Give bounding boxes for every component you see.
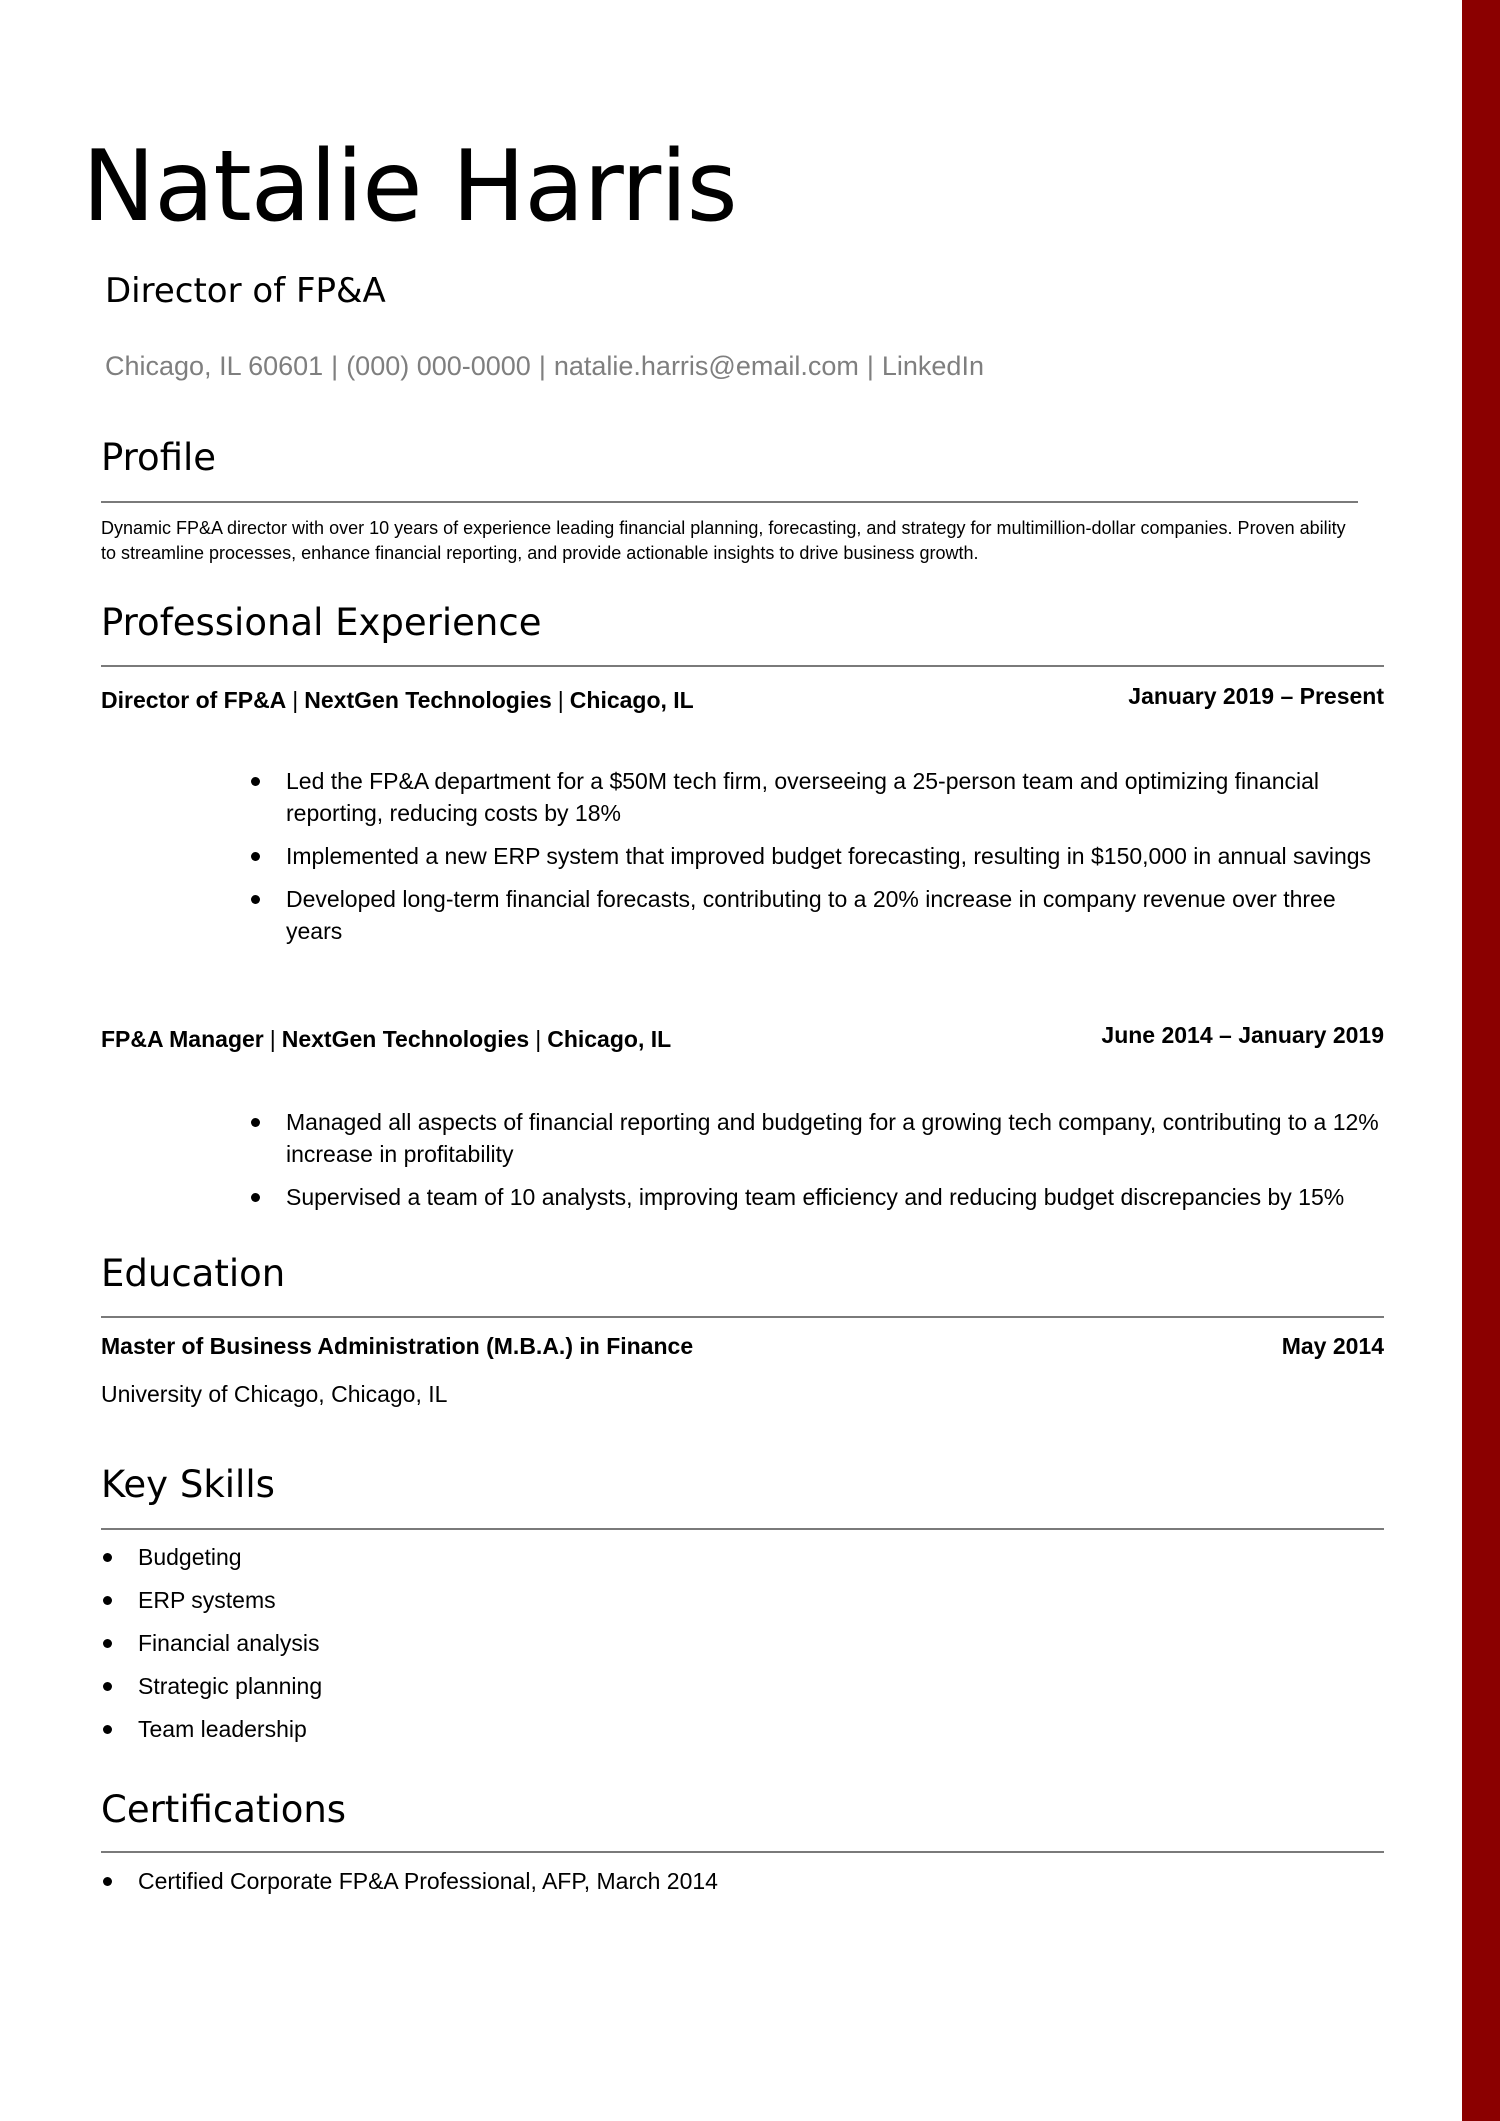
job-2-bullets bbox=[286, 1106, 1396, 1224]
experience-divider bbox=[101, 665, 1384, 667]
list-item bbox=[286, 840, 1396, 872]
bullet-text: Supervised a team of 10 analysts, improving team efficiency and reducing budget discrepancies by 15% bbox=[286, 1184, 1345, 1210]
job-2-company: NextGen Technologies bbox=[281, 1026, 530, 1052]
list-item bbox=[138, 1584, 1338, 1627]
job-1-location: Chicago, IL bbox=[569, 687, 694, 713]
bullet-dot bbox=[103, 1725, 112, 1734]
education-divider bbox=[101, 1316, 1384, 1318]
contact-linkedin-link[interactable]: LinkedIn bbox=[881, 351, 984, 381]
profile-divider bbox=[101, 501, 1358, 503]
contact-separator: | bbox=[331, 351, 339, 381]
list-item bbox=[286, 1181, 1396, 1213]
skills-divider bbox=[101, 1528, 1384, 1530]
list-item bbox=[286, 883, 1396, 947]
job-1-header bbox=[101, 684, 694, 716]
certifications-list bbox=[138, 1865, 1338, 1908]
contact-location: Chicago, IL 60601 bbox=[105, 351, 324, 381]
bullet-dot bbox=[251, 895, 260, 904]
list-item bbox=[138, 1865, 1338, 1908]
job-separator: | bbox=[292, 687, 299, 713]
job-1-dates: January 2019 – Present bbox=[1128, 683, 1384, 709]
job-1-role: Director of FP&A bbox=[101, 687, 287, 713]
education-heading: Education bbox=[101, 1252, 286, 1295]
contact-email[interactable]: natalie.harris@email.com bbox=[553, 351, 859, 381]
candidate-title: Director of FP&A bbox=[105, 271, 386, 311]
bullet-dot bbox=[251, 1118, 260, 1127]
candidate-name: Natalie Harris bbox=[82, 130, 737, 244]
list-item bbox=[138, 1541, 1338, 1584]
bullet-dot bbox=[251, 777, 260, 786]
bullet-text: Implemented a new ERP system that improved budget forecasting, resulting in $150,000 in annual savings bbox=[286, 843, 1372, 869]
bullet-dot bbox=[251, 1193, 260, 1202]
list-item bbox=[286, 765, 1396, 829]
skill-text: ERP systems bbox=[138, 1587, 276, 1613]
bullet-text: Developed long-term financial forecasts, contributing to a 20% increase in company revenue over three years bbox=[286, 886, 1336, 944]
skills-heading: Key Skills bbox=[101, 1463, 275, 1506]
certifications-divider bbox=[101, 1851, 1384, 1853]
bullet-dot bbox=[103, 1639, 112, 1648]
job-1-company: NextGen Technologies bbox=[304, 687, 552, 713]
bullet-dot bbox=[251, 852, 260, 861]
job-separator: | bbox=[535, 1026, 542, 1052]
job-2-header bbox=[101, 1023, 671, 1055]
job-separator: | bbox=[557, 687, 564, 713]
contact-phone: (000) 000-0000 bbox=[346, 351, 531, 381]
bullet-text: Led the FP&A department for a $50M tech firm, overseeing a 25-person team and optimizing financial reporting, reducing costs by 18% bbox=[286, 768, 1320, 826]
job-2-dates: June 2014 – January 2019 bbox=[1101, 1022, 1384, 1048]
education-school: University of Chicago, Chicago, IL bbox=[101, 1381, 448, 1407]
skills-list bbox=[138, 1541, 1338, 1756]
bullet-text: Managed all aspects of financial reporting and budgeting for a growing tech company, contributing to a 12% increase in profitability bbox=[286, 1109, 1379, 1167]
skill-text: Financial analysis bbox=[138, 1630, 320, 1656]
job-2-location: Chicago, IL bbox=[547, 1026, 672, 1052]
profile-heading: Profile bbox=[101, 436, 217, 479]
contact-separator: | bbox=[538, 351, 546, 381]
bullet-dot bbox=[103, 1682, 112, 1691]
job-1-bullets bbox=[286, 765, 1396, 958]
list-item bbox=[138, 1670, 1338, 1713]
education-date: May 2014 bbox=[1281, 1333, 1384, 1359]
job-2-role: FP&A Manager bbox=[101, 1026, 264, 1052]
list-item bbox=[138, 1627, 1338, 1670]
list-item bbox=[138, 1713, 1338, 1756]
contact-separator: | bbox=[866, 351, 874, 381]
education-degree: Master of Business Administration (M.B.A.) in Finance bbox=[101, 1333, 694, 1359]
skill-text: Team leadership bbox=[138, 1716, 307, 1742]
accent-side-bar bbox=[1462, 0, 1500, 2121]
job-separator: | bbox=[269, 1026, 276, 1052]
bullet-dot bbox=[103, 1596, 112, 1605]
list-item bbox=[286, 1106, 1396, 1170]
contact-line bbox=[105, 348, 984, 384]
certification-text: Certified Corporate FP&A Professional, AFP, March 2014 bbox=[138, 1868, 718, 1894]
experience-heading: Professional Experience bbox=[101, 601, 542, 644]
bullet-dot bbox=[103, 1877, 112, 1886]
profile-text: Dynamic FP&A director with over 10 years of experience leading financial planning, forecasting, and strategy for multimillion-dollar companies. Proven ability to streamline processes, enhance financial reporting, and provide actionable insights to drive business growth. bbox=[101, 518, 1346, 563]
skill-text: Budgeting bbox=[138, 1544, 242, 1570]
certifications-heading: Certifications bbox=[101, 1788, 347, 1831]
bullet-dot bbox=[103, 1553, 112, 1562]
skill-text: Strategic planning bbox=[138, 1673, 323, 1699]
